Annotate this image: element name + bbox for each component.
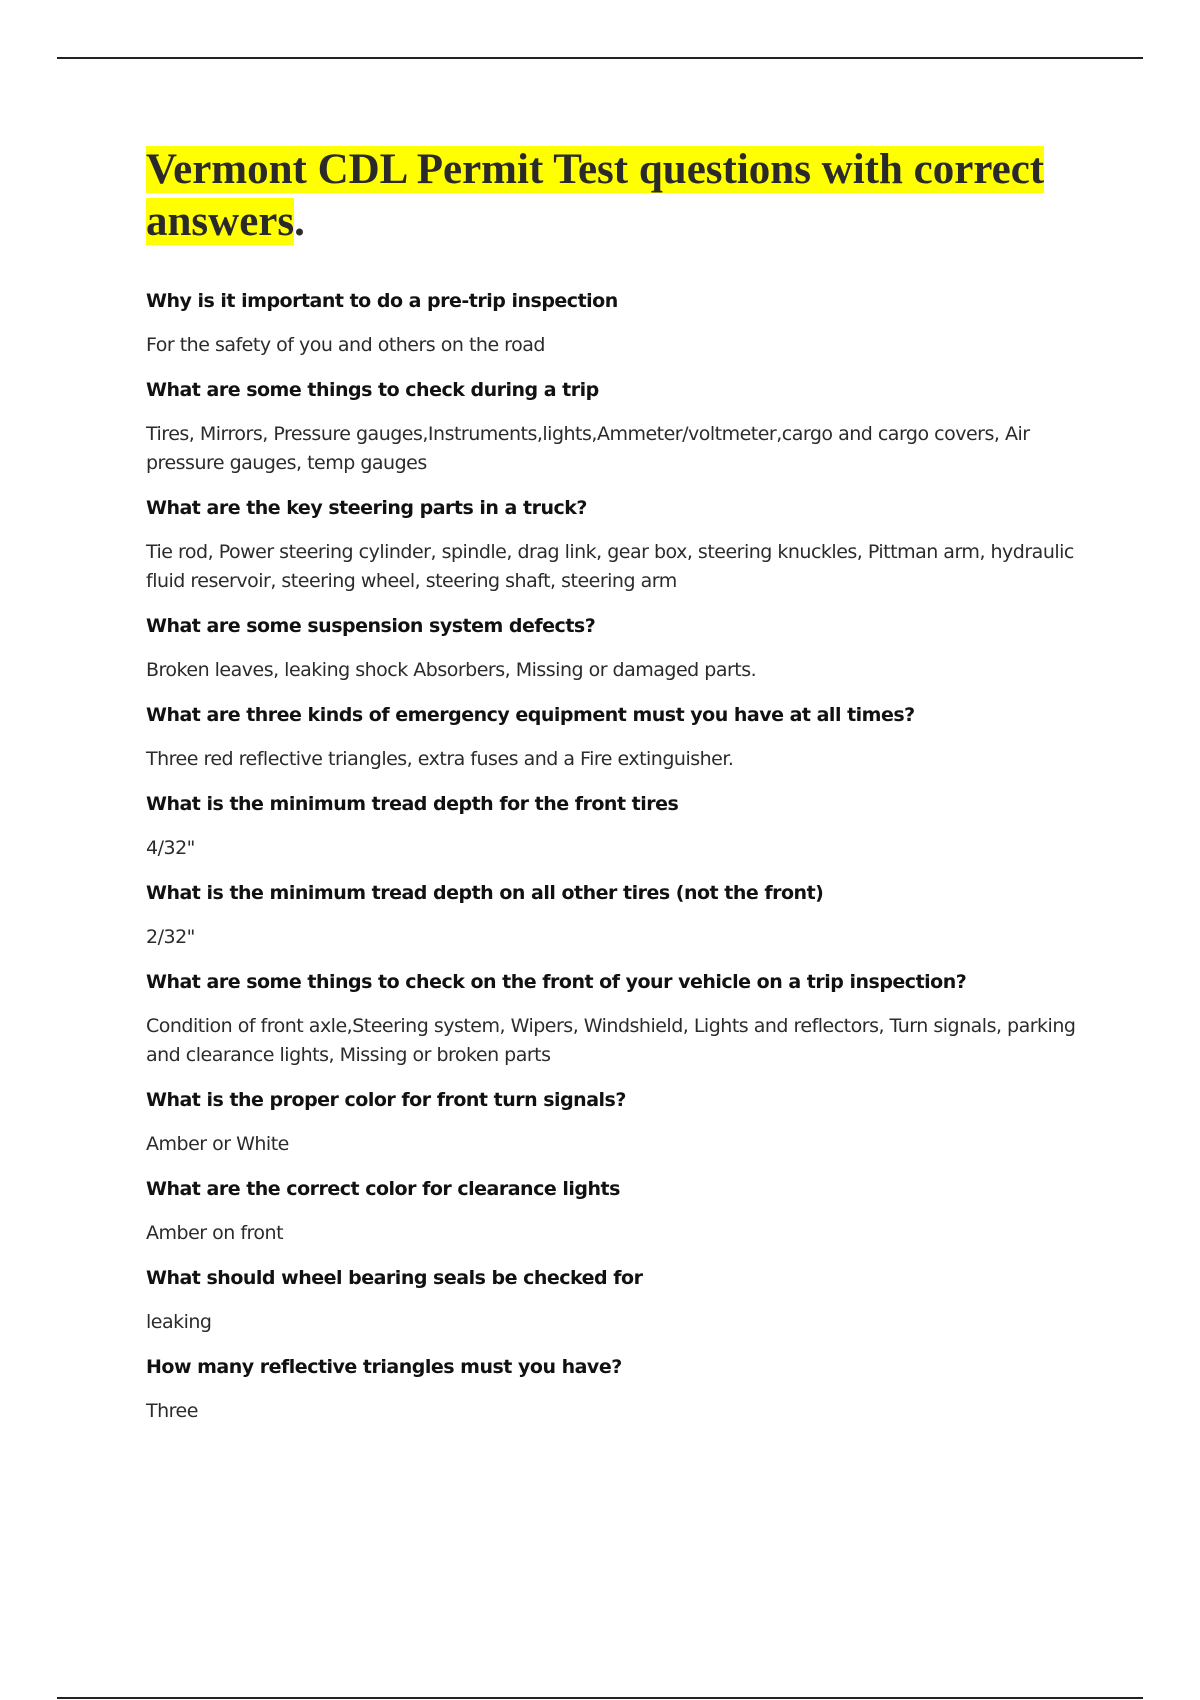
answer-text: Amber or White — [146, 1133, 289, 1155]
question-text: How many reflective triangles must you have? — [146, 1356, 622, 1378]
answer-text: leaking — [146, 1311, 212, 1333]
title-highlight: Vermont CDL Permit Test questions with correct answers — [146, 146, 1045, 245]
title-suffix: . — [294, 198, 305, 245]
qa-item — [146, 1354, 1076, 1426]
bottom-rule — [57, 1697, 1143, 1699]
question-text: What are some things to check on the front of your vehicle on a trip inspection? — [146, 971, 967, 993]
qa-item — [146, 613, 1076, 685]
answer-text: 2/32" — [146, 926, 195, 948]
question-text: What is the proper color for front turn signals? — [146, 1089, 626, 1111]
qa-item — [146, 702, 1076, 774]
answer-text: 4/32" — [146, 837, 195, 859]
question-text: What are the correct color for clearance lights — [146, 1178, 620, 1200]
answer-text: For the safety of you and others on the road — [146, 334, 545, 356]
question-text: What is the minimum tread depth for the front tires — [146, 793, 679, 815]
question-text: What are the key steering parts in a truck? — [146, 497, 587, 519]
question-text: What should wheel bearing seals be checked for — [146, 1267, 643, 1289]
qa-item — [146, 288, 1076, 360]
qa-item — [146, 791, 1076, 863]
question-text: Why is it important to do a pre-trip inspection — [146, 290, 618, 312]
question-text: What are three kinds of emergency equipment must you have at all times? — [146, 704, 915, 726]
qa-item — [146, 1087, 1076, 1159]
answer-text: Three red reflective triangles, extra fuses and a Fire extinguisher. — [146, 748, 734, 770]
qa-item — [146, 495, 1076, 596]
answer-text: Three — [146, 1400, 198, 1422]
qa-item — [146, 1176, 1076, 1248]
qa-item — [146, 1265, 1076, 1337]
qa-item — [146, 377, 1076, 478]
qa-list — [146, 288, 1076, 1426]
top-rule — [57, 57, 1143, 59]
qa-item — [146, 969, 1076, 1070]
question-text: What is the minimum tread depth on all other tires (not the front) — [146, 882, 824, 904]
page-title — [146, 144, 1076, 248]
answer-text: Amber on front — [146, 1222, 284, 1244]
question-text: What are some things to check during a trip — [146, 379, 599, 401]
document-body — [146, 144, 1076, 1443]
qa-item — [146, 880, 1076, 952]
answer-text: Tie rod, Power steering cylinder, spindle, drag link, gear box, steering knuckles, Pittman arm, hydraulic fluid reservoir, steering wheel, steering shaft, steering arm — [146, 541, 1074, 592]
answer-text: Broken leaves, leaking shock Absorbers, Missing or damaged parts. — [146, 659, 757, 681]
question-text: What are some suspension system defects? — [146, 615, 596, 637]
answer-text: Tires, Mirrors, Pressure gauges,Instruments,lights,Ammeter/voltmeter,cargo and cargo covers, Air pressure gauges, temp gauges — [146, 423, 1030, 474]
answer-text: Condition of front axle,Steering system, Wipers, Windshield, Lights and reflectors, Turn signals, parking and clearance lights, Missing or broken parts — [146, 1015, 1076, 1066]
